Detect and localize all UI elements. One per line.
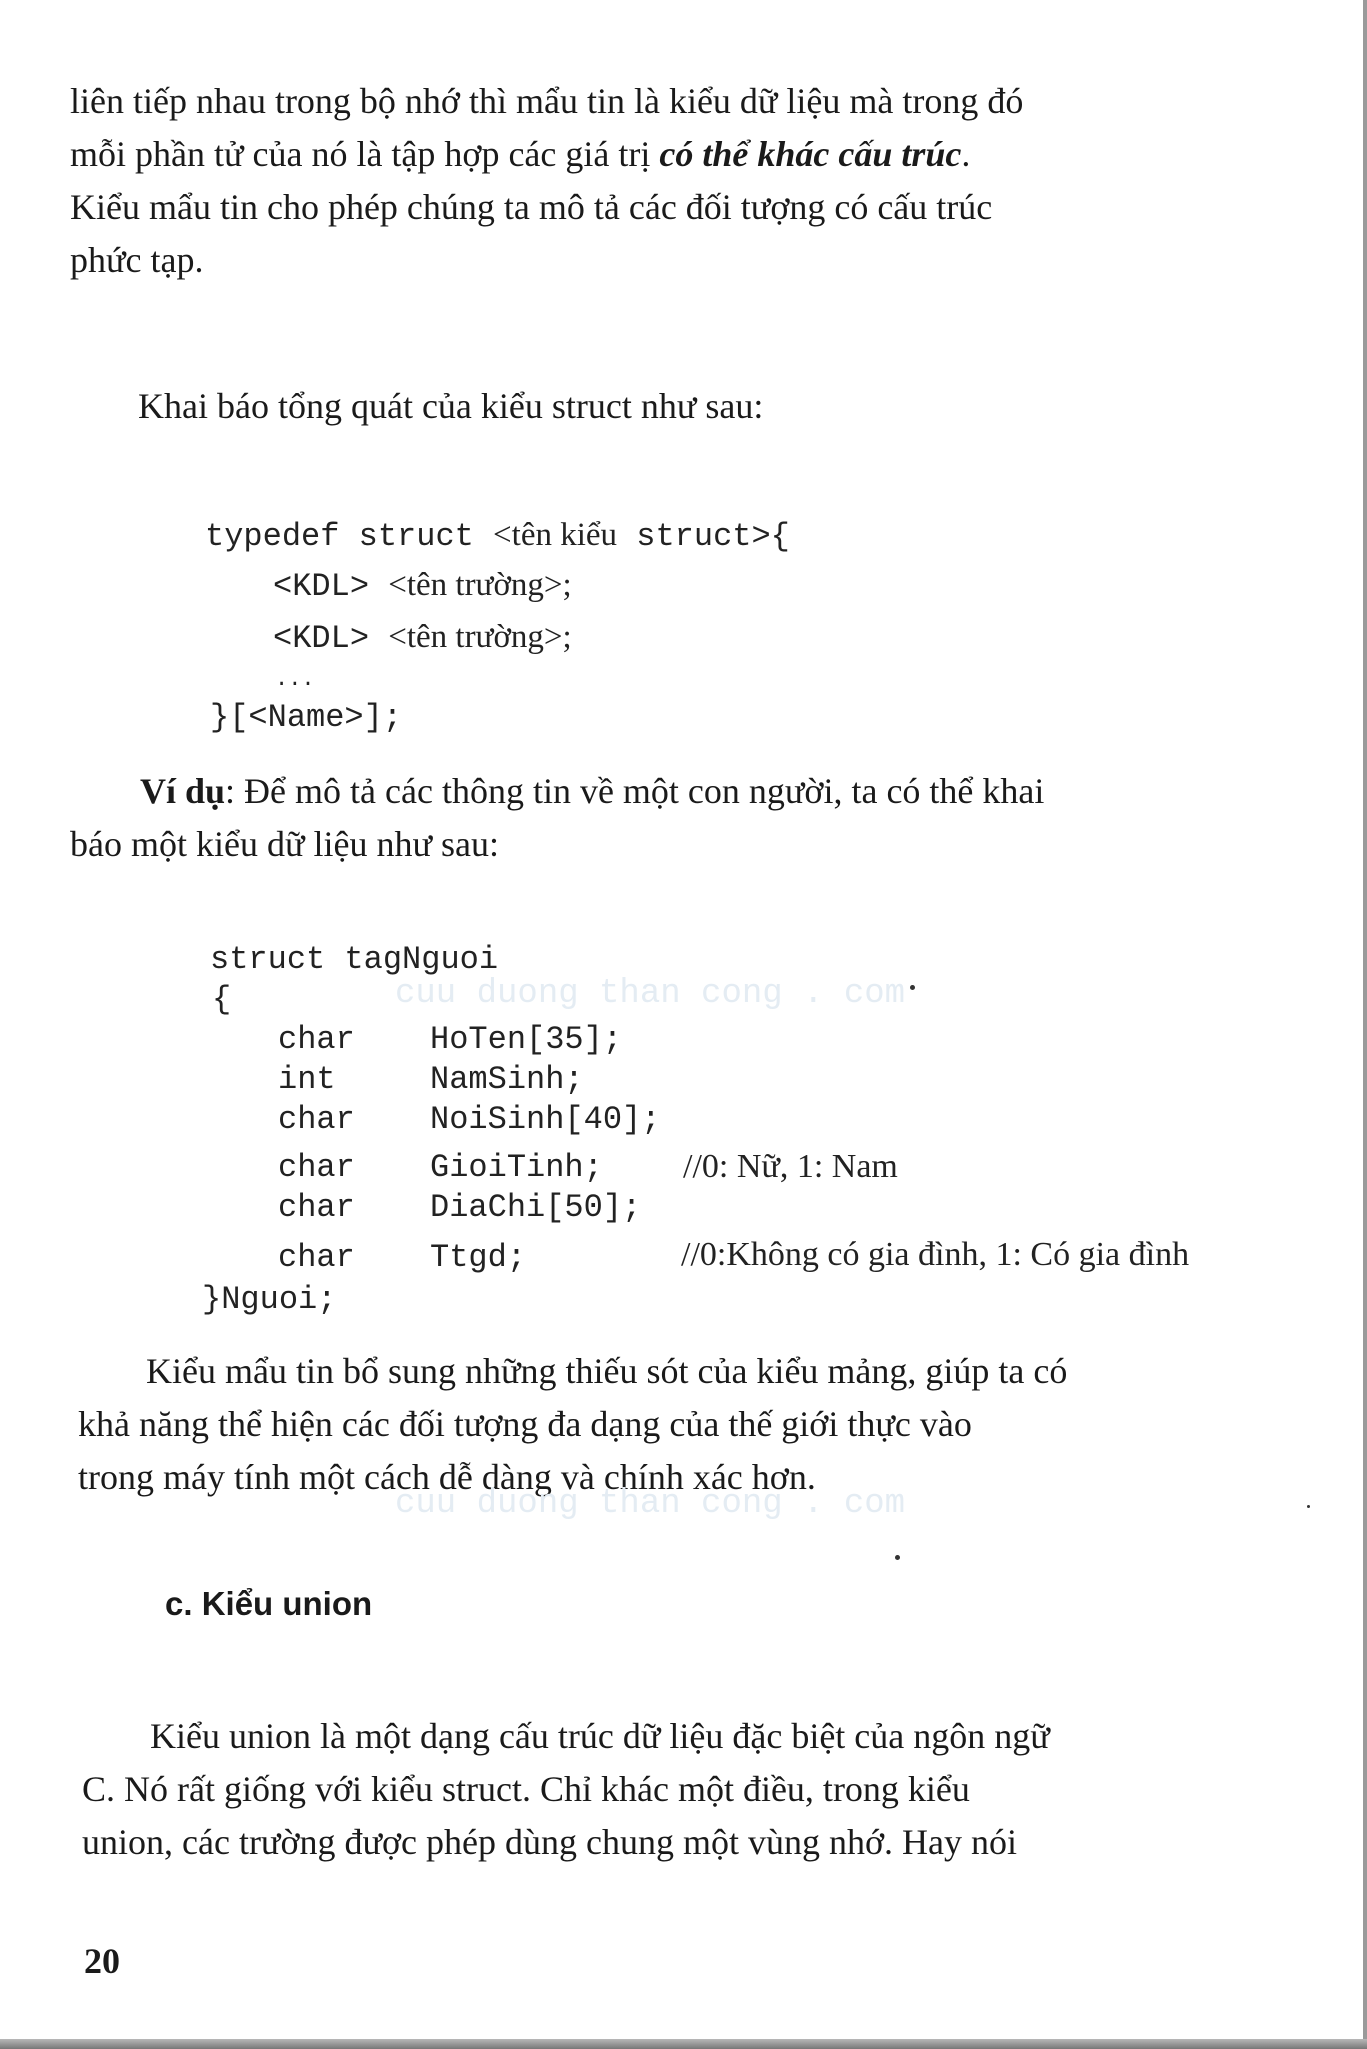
page-edge-bottom <box>0 2039 1367 2049</box>
struct-open-brace: { <box>212 981 232 1018</box>
text-line: Kiểu union là một dạng cấu trúc dữ liệu đặc biệt của ngôn ngữ <box>150 1716 1050 1756</box>
emphasis-text: có thể khác cấu trúc <box>659 134 962 174</box>
field-comment: //0: Nữ, 1: Nam <box>683 1148 898 1185</box>
union-paragraph <box>82 1710 1282 1869</box>
section-heading: c. Kiểu union <box>165 1585 373 1622</box>
scan-speck <box>910 985 915 990</box>
scan-speck <box>1307 1505 1310 1508</box>
syntax-line-1 <box>205 515 790 557</box>
syntax-line-2 <box>273 565 572 607</box>
page-edge <box>1363 0 1367 2049</box>
text-line: union, các trường được phép dùng chung một vùng nhớ. Hay nói <box>82 1822 1017 1862</box>
text-line <box>70 128 1270 181</box>
text-line: liên tiếp nhau trong bộ nhớ thì mẩu tin là kiểu dữ liệu mà trong đó <box>70 81 1024 121</box>
code-span: <KDL> <box>273 620 389 657</box>
text-line: khả năng thể hiện các đối tượng đa dạng của thế giới thực vào <box>78 1404 972 1444</box>
intro-paragraph <box>70 75 1270 287</box>
code-span: typedef struct <box>205 518 494 555</box>
code-span: <KDL> <box>273 568 389 605</box>
text-span: mỗi phần tử của nó là tập hợp các giá trị <box>70 134 660 174</box>
text-line: Khai báo tổng quát của kiểu struct như sau: <box>138 386 764 426</box>
field-name: DiaChi[50]; <box>430 1189 642 1226</box>
watermark-text: cuu duong than cong . com <box>395 1485 906 1523</box>
text-line: báo một kiểu dữ liệu như sau: <box>70 824 499 864</box>
code-span: struct>{ <box>617 518 790 555</box>
field-name: NoiSinh[40]; <box>430 1101 661 1138</box>
field-name: HoTen[35]; <box>430 1021 623 1058</box>
field-name: Ttgd; <box>430 1239 527 1276</box>
placeholder-text: <tên trường>; <box>388 567 572 603</box>
page-number: 20 <box>84 1941 120 1981</box>
watermark-text: cuu duong than cong . com <box>395 975 906 1013</box>
field-type: char <box>278 1239 355 1276</box>
field-type: char <box>278 1149 355 1186</box>
field-name: GioiTinh; <box>430 1149 603 1186</box>
example-intro-paragraph <box>70 765 1270 871</box>
text-line: phức tạp. <box>70 240 204 280</box>
field-name: NamSinh; <box>430 1061 584 1098</box>
summary-paragraph <box>78 1345 1278 1504</box>
scan-speck <box>895 1555 900 1560</box>
text-line: Kiểu mẩu tin cho phép chúng ta mô tả các đối tượng có cấu trúc <box>70 187 993 227</box>
text-span: . <box>961 134 971 174</box>
field-type: int <box>278 1061 336 1098</box>
field-comment: //0:Không có gia đình, 1: Có gia đình <box>681 1236 1190 1273</box>
field-type: char <box>278 1101 355 1138</box>
syntax-line-3 <box>273 617 572 659</box>
syntax-line-5: }[<Name>]; <box>210 699 403 736</box>
text-line: Kiểu mẩu tin bổ sung những thiếu sót của kiểu mảng, giúp ta có <box>146 1351 1068 1391</box>
placeholder-text: <tên trường>; <box>388 619 572 655</box>
struct-close: }Nguoi; <box>202 1281 337 1318</box>
example-label: Ví dụ <box>140 771 226 811</box>
text-line: C. Nó rất giống với kiểu struct. Chỉ khác một điều, trong kiểu <box>82 1769 970 1809</box>
text-line <box>70 765 1270 818</box>
text-span: : Để mô tả các thông tin về một con người, ta có thể khai <box>225 771 1045 811</box>
syntax-ellipsis: ... <box>275 667 315 692</box>
general-declaration-text <box>138 380 1338 433</box>
text-line: trong máy tính một cách dễ dàng và chính xác hơn. <box>78 1457 816 1497</box>
placeholder-text: <tên kiểu <box>493 517 618 553</box>
struct-header: struct tagNguoi <box>210 941 499 978</box>
field-type: char <box>278 1189 355 1226</box>
field-type: char <box>278 1021 355 1058</box>
